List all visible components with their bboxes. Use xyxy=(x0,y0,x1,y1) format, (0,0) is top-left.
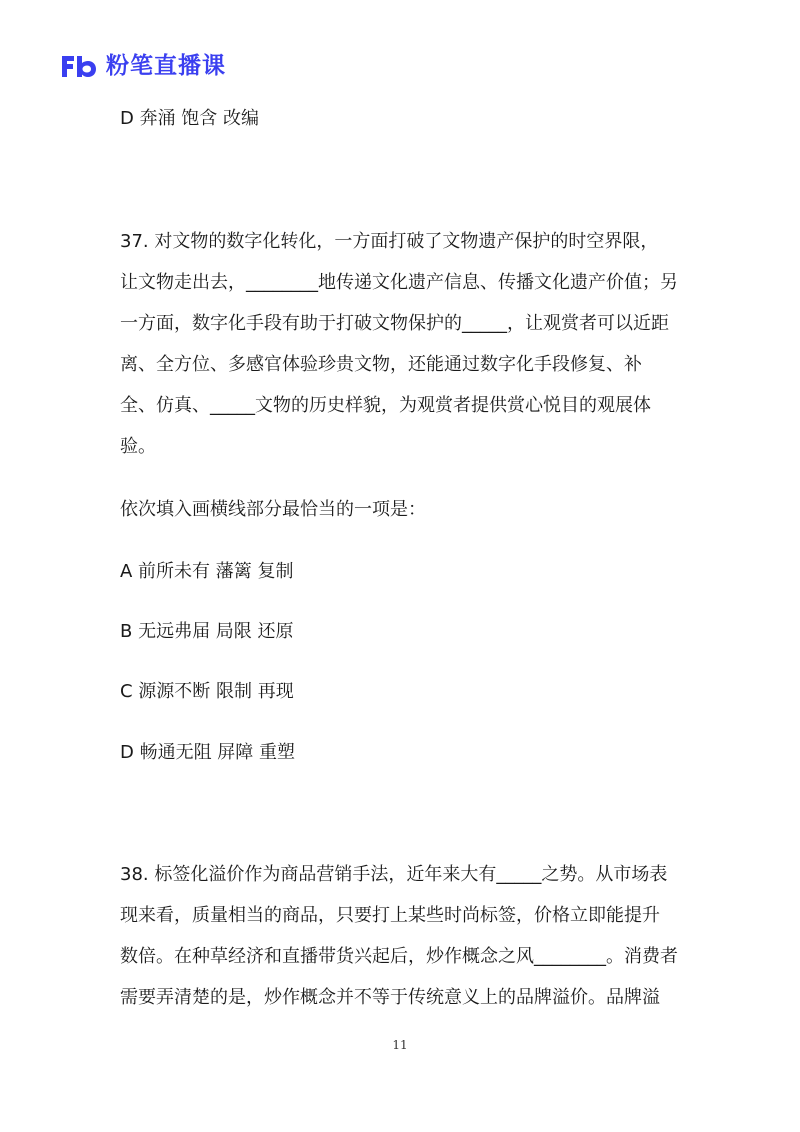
brand-logo xyxy=(58,52,226,80)
q37-option-d: D 畅通无阻 屏障 重塑 xyxy=(120,742,296,763)
fb-logo-icon xyxy=(58,52,98,80)
q38-line: 需要弄清楚的是，炒作概念并不等于传统意义上的品牌溢价。品牌溢 xyxy=(120,987,660,1008)
q38-line: 现来看，质量相当的商品，只要打上某些时尚标签，价格立即能提升 xyxy=(120,905,660,926)
page-number: 11 xyxy=(392,1038,408,1052)
q37-option-c: C 源源不断 限制 再现 xyxy=(120,681,294,702)
q37-prompt: 依次填入画横线部分最恰当的一项是： xyxy=(120,499,426,520)
q37-line: 全、仿真、_____文物的历史样貌，为观赏者提供赏心悦目的观展体 xyxy=(120,395,651,416)
q37-line: 一方面，数字化手段有助于打破文物保护的_____，让观赏者可以近距 xyxy=(120,313,669,334)
prev-option-d: D 奔涌 饱含 改编 xyxy=(120,108,260,129)
q38-line: 38. 标签化溢价作为商品营销手法，近年来大有_____之势。从市场表 xyxy=(120,864,668,885)
q37-option-b: B 无远弗届 局限 还原 xyxy=(120,621,294,642)
q38-line: 数倍。在种草经济和直播带货兴起后，炒作概念之风________。消费者 xyxy=(120,946,678,967)
q37-line: 让文物走出去，________地传递文化遗产信息、传播文化遗产价值；另 xyxy=(120,272,678,293)
q37-option-a: A 前所未有 藩篱 复制 xyxy=(120,561,294,582)
q37-line: 验。 xyxy=(120,436,156,457)
q37-line: 离、全方位、多感官体验珍贵文物，还能通过数字化手段修复、补 xyxy=(120,354,642,375)
q37-line: 37. 对文物的数字化转化，一方面打破了文物遗产保护的时空界限， xyxy=(120,231,659,252)
brand-name: 粉笔直播课 xyxy=(106,53,226,79)
